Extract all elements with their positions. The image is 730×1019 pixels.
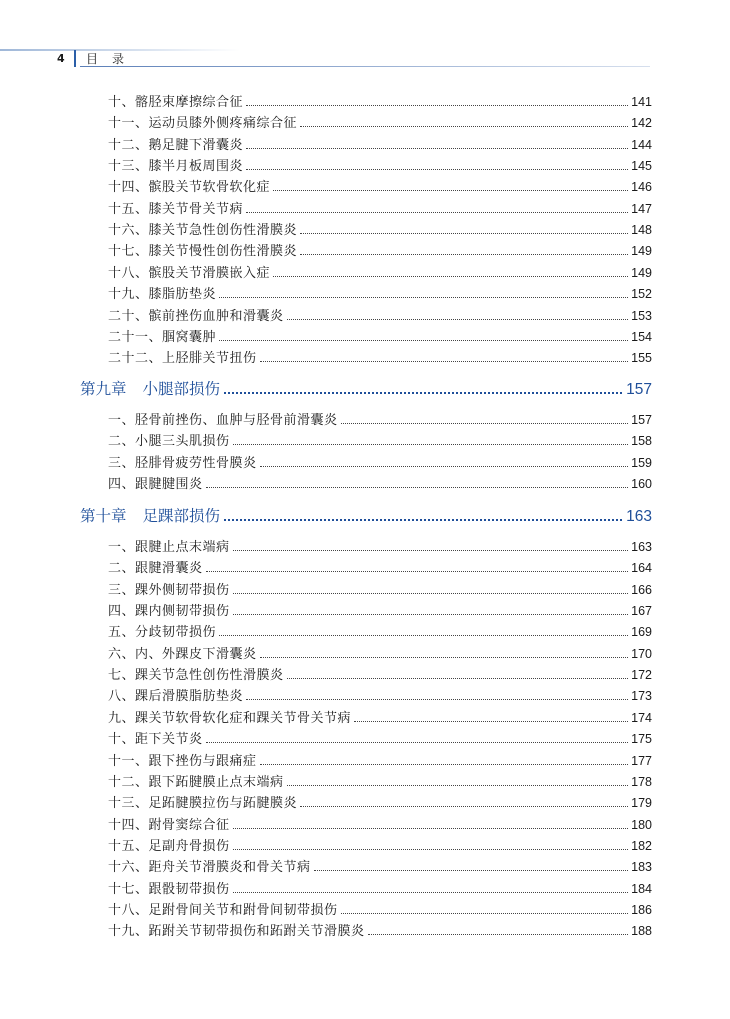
toc-entry-page: 149 xyxy=(631,244,652,259)
toc-entry-title: 四、踝内侧韧带损伤 xyxy=(108,604,230,620)
toc-entry-title: 一、胫骨前挫伤、血肿与胫骨前滑囊炎 xyxy=(108,413,338,428)
toc-entry[interactable] xyxy=(108,240,652,260)
toc-entry-page: 177 xyxy=(631,753,652,768)
toc-entry[interactable] xyxy=(108,728,652,748)
toc-entry-page: 186 xyxy=(631,902,652,917)
toc-leader-dots xyxy=(287,771,629,786)
toc-leader-dots xyxy=(300,112,628,127)
toc-entry-title: 十、距下关节炎 xyxy=(108,732,203,748)
toc-entry[interactable] xyxy=(108,920,652,940)
toc-leader-dots xyxy=(206,728,629,743)
toc-leader-dots xyxy=(206,473,629,488)
toc-entry[interactable] xyxy=(108,430,652,450)
header-title: 目录 xyxy=(86,52,139,66)
toc-entry-title: 五、分歧韧带损伤 xyxy=(108,625,217,641)
toc-entry[interactable] xyxy=(108,878,652,898)
toc-entry-page: 172 xyxy=(631,668,652,683)
toc-leader-dots xyxy=(219,621,628,636)
toc-entry-page: 152 xyxy=(631,287,652,302)
toc-leader-dots xyxy=(368,920,629,935)
toc-entry-title: 二十一、腘窝囊肿 xyxy=(108,329,217,345)
toc-entry-title: 七、踝关节急性创伤性滑膜炎 xyxy=(108,668,284,684)
toc-leader-dots xyxy=(354,707,628,722)
toc-entry[interactable] xyxy=(108,579,652,599)
chapter-number: 第十章 xyxy=(80,507,127,525)
toc-entry[interactable] xyxy=(108,707,652,727)
toc-entry-page: 184 xyxy=(631,881,652,896)
toc-entry-page: 180 xyxy=(631,817,652,832)
toc-entry-title: 十六、膝关节急性创伤性滑膜炎 xyxy=(108,223,298,239)
chapter-leader-dots xyxy=(224,375,622,394)
toc-entry-page: 147 xyxy=(631,201,652,216)
toc-entry[interactable] xyxy=(108,347,652,367)
toc-entry-title: 八、踝后滑膜脂肪垫炎 xyxy=(108,689,244,705)
toc-leader-dots xyxy=(287,664,629,679)
toc-entry[interactable] xyxy=(108,198,652,218)
toc-entry[interactable] xyxy=(108,771,652,791)
toc-leader-dots xyxy=(260,347,629,362)
toc-leader-dots xyxy=(260,452,629,467)
toc-entry[interactable] xyxy=(108,899,652,919)
toc-entry-page: 170 xyxy=(631,646,652,661)
toc-entry[interactable] xyxy=(108,91,652,111)
chapter-leader-dots xyxy=(224,502,622,521)
chapter-page: 163 xyxy=(626,508,652,525)
toc-entry-page: 146 xyxy=(631,180,652,195)
toc-entry-page: 153 xyxy=(631,308,652,323)
chapter-title: 足踝部损伤 xyxy=(142,507,221,525)
toc-entry-title: 二十二、上胫腓关节扭伤 xyxy=(108,351,257,367)
header-rule xyxy=(80,66,650,67)
toc-leader-dots xyxy=(233,814,629,829)
toc-entry-title: 十五、足副舟骨损伤 xyxy=(108,838,230,854)
toc-entry-page: 166 xyxy=(631,582,652,597)
toc-entry-page: 148 xyxy=(631,223,652,238)
toc-entry-page: 175 xyxy=(631,732,652,747)
toc-leader-dots xyxy=(246,198,628,213)
toc-entry[interactable] xyxy=(108,326,652,346)
toc-entry-title: 十九、跖跗关节韧带损伤和跖跗关节滑膜炎 xyxy=(108,924,365,940)
toc-entry-title: 十一、跟下挫伤与跟痛症 xyxy=(108,753,257,769)
toc-entry-title: 二十、髌前挫伤血肿和滑囊炎 xyxy=(108,308,284,324)
toc-entry[interactable] xyxy=(108,664,652,684)
toc-leader-dots xyxy=(246,155,628,170)
toc-leader-dots xyxy=(273,176,628,191)
toc-entry-title: 三、踝外侧韧带损伤 xyxy=(108,582,230,598)
chapter-page: 157 xyxy=(626,381,652,398)
toc-entry-page: 145 xyxy=(631,159,652,174)
toc-entry-title: 十四、髌股关节软骨软化症 xyxy=(108,180,271,196)
toc-entry[interactable] xyxy=(108,557,652,577)
toc-entry-title: 十六、距舟关节滑膜炎和骨关节病 xyxy=(108,860,311,876)
header-divider-bar xyxy=(74,50,76,67)
toc-entry[interactable] xyxy=(108,835,652,855)
toc-entry-title: 十八、髌股关节滑膜嵌入症 xyxy=(108,265,271,281)
toc-entry-page: 167 xyxy=(631,604,652,619)
toc-entry[interactable] xyxy=(108,600,652,620)
toc-leader-dots xyxy=(233,600,629,615)
toc-entry-page: 174 xyxy=(631,710,652,725)
chapter-heading[interactable] xyxy=(80,375,652,401)
toc-entry-page: 154 xyxy=(631,329,652,344)
toc-leader-dots xyxy=(260,643,629,658)
toc-entry-title: 一、跟腱止点末端病 xyxy=(108,540,230,555)
chapter-title: 小腿部损伤 xyxy=(142,380,221,398)
toc-leader-dots xyxy=(233,579,629,594)
toc-entry-title: 十七、膝关节慢性创伤性滑膜炎 xyxy=(108,244,298,260)
toc-entry-title: 十四、跗骨窦综合征 xyxy=(108,817,230,833)
toc-entry[interactable] xyxy=(108,814,652,834)
toc-entry-title: 三、胫腓骨疲劳性骨膜炎 xyxy=(108,455,257,471)
toc-entry[interactable] xyxy=(108,219,652,239)
toc-entry[interactable] xyxy=(108,643,652,663)
toc-leader-dots xyxy=(300,240,628,255)
toc-entry-page: 149 xyxy=(631,265,652,280)
toc-entry-title: 四、跟腱腱围炎 xyxy=(108,477,203,493)
toc-leader-dots xyxy=(233,878,629,893)
toc-entry[interactable] xyxy=(108,856,652,876)
toc-leader-dots xyxy=(206,557,629,572)
toc-leader-dots xyxy=(246,685,628,700)
toc-leader-dots xyxy=(341,409,629,424)
toc-entry[interactable] xyxy=(108,155,652,175)
toc-entry[interactable] xyxy=(108,536,652,556)
toc-entry-page: 173 xyxy=(631,689,652,704)
toc-leader-dots xyxy=(233,430,629,445)
toc-entry-page: 163 xyxy=(631,540,652,554)
toc-leader-dots xyxy=(260,750,629,765)
toc-leader-dots xyxy=(219,326,628,341)
toc-entry[interactable] xyxy=(108,112,652,132)
toc-entry[interactable] xyxy=(108,452,652,472)
toc-entry-title: 二、小腿三头肌损伤 xyxy=(108,434,230,450)
toc-entry-page: 164 xyxy=(631,561,652,576)
toc-leader-dots xyxy=(300,219,628,234)
toc-entry-title: 十七、跟骰韧带损伤 xyxy=(108,881,230,897)
toc-entry[interactable] xyxy=(108,283,652,303)
toc-entry-page: 144 xyxy=(631,137,652,152)
toc-entry-page: 179 xyxy=(631,796,652,811)
toc-entry-page: 142 xyxy=(631,116,652,131)
toc-entry-page: 188 xyxy=(631,924,652,939)
toc-entry[interactable] xyxy=(108,305,652,325)
toc-entry-page: 158 xyxy=(631,434,652,449)
toc-leader-dots xyxy=(233,536,629,551)
toc-entry-title: 十九、膝脂肪垫炎 xyxy=(108,287,217,303)
toc-entry-title: 十五、膝关节骨关节病 xyxy=(108,201,244,217)
toc-entry-title: 六、内、外踝皮下滑囊炎 xyxy=(108,646,257,662)
toc-entry-title: 十三、膝半月板周围炎 xyxy=(108,159,244,175)
running-header xyxy=(0,36,730,76)
toc-entry-title: 十二、鹅足腱下滑囊炎 xyxy=(108,137,244,153)
toc-entry-title: 十八、足跗骨间关节和跗骨间韧带损伤 xyxy=(108,902,338,918)
toc-leader-dots xyxy=(287,305,629,320)
toc-entry-page: 141 xyxy=(631,95,652,109)
toc-leader-dots xyxy=(246,134,628,149)
toc-entry-title: 十、髂胫束摩擦综合征 xyxy=(108,95,244,110)
toc-leader-dots xyxy=(219,283,628,298)
toc-leader-dots xyxy=(300,792,628,807)
page-number: 4 xyxy=(57,52,65,65)
toc-entry-page: 178 xyxy=(631,774,652,789)
toc-leader-dots xyxy=(273,262,628,277)
toc-entry-page: 183 xyxy=(631,860,652,875)
toc-entry-page: 182 xyxy=(631,838,652,853)
toc-entry[interactable] xyxy=(108,262,652,282)
toc-entry-title: 十二、跟下跖腱膜止点末端病 xyxy=(108,774,284,790)
toc-entry[interactable] xyxy=(108,792,652,812)
toc-entry[interactable] xyxy=(108,685,652,705)
toc-entry[interactable] xyxy=(108,473,652,493)
toc-leader-dots xyxy=(341,899,629,914)
toc-entry-title: 十一、运动员膝外侧疼痛综合征 xyxy=(108,116,298,132)
toc-entry-title: 九、踝关节软骨软化症和踝关节骨关节病 xyxy=(108,710,352,726)
toc-entry[interactable] xyxy=(108,176,652,196)
toc-entry[interactable] xyxy=(108,409,652,429)
toc-entry[interactable] xyxy=(108,134,652,154)
toc-entry-page: 157 xyxy=(631,413,652,427)
toc-leader-dots xyxy=(233,835,629,850)
toc-entry-page: 155 xyxy=(631,351,652,366)
toc-entry[interactable] xyxy=(108,621,652,641)
chapter-number: 第九章 xyxy=(80,380,127,398)
toc-entry-page: 160 xyxy=(631,477,652,492)
toc-leader-dots xyxy=(246,91,628,106)
toc-entry[interactable] xyxy=(108,750,652,770)
toc-entry-page: 169 xyxy=(631,625,652,640)
toc-entry-title: 二、跟腱滑囊炎 xyxy=(108,561,203,577)
chapter-heading[interactable] xyxy=(80,502,652,528)
toc-entry-title: 十三、足跖腱膜拉伤与跖腱膜炎 xyxy=(108,796,298,812)
toc-leader-dots xyxy=(314,856,629,871)
toc-entry-page: 159 xyxy=(631,455,652,470)
